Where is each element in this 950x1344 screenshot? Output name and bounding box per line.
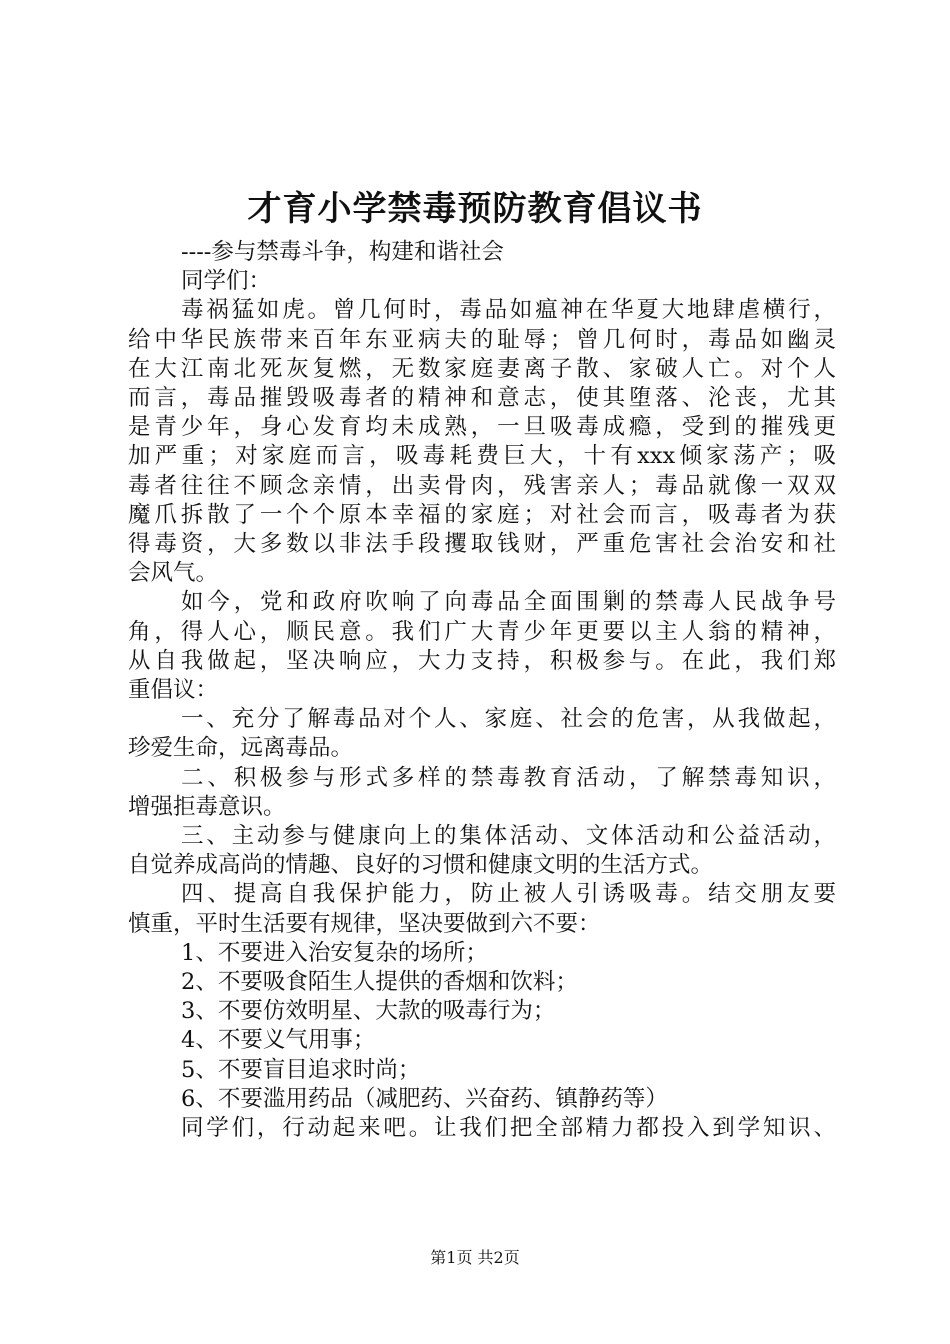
body-line: 角，得人心，顺民意。我们广大青少年更要以主人翁的精神， — [128, 618, 836, 645]
body-line: ----参与禁毒斗争，构建和谐社会 — [181, 239, 504, 265]
body-line: 加严重；对家庭而言，吸毒耗费巨大，十有xxx倾家荡产；吸 — [128, 443, 836, 470]
body-line: 1、不要进入治安复杂的场所； — [181, 939, 488, 966]
body-line: 从自我做起，坚决响应，大力支持，积极参与。在此，我们郑 — [128, 647, 836, 674]
page-footer: 第1页 共2页 — [430, 1248, 520, 1267]
document-title: 才育小学禁毒预防教育倡议书 — [247, 189, 703, 229]
body-line: 慎重，平时生活要有规律，坚决要做到六不要： — [128, 910, 601, 937]
body-line: 重倡议： — [128, 677, 219, 704]
document-body — [128, 238, 836, 1143]
body-line: 4、不要义气用事； — [181, 1027, 376, 1054]
body-line: 毒祸猛如虎。曾几何时，毒品如瘟神在华夏大地肆虐横行， — [181, 297, 836, 324]
body-line: 在大江南北死灰复燃，无数家庭妻离子散、家破人亡。对个人 — [128, 355, 836, 382]
body-line: 四、提高自我保护能力，防止被人引诱吸毒。结交朋友要 — [181, 881, 836, 908]
body-line: 珍爱生命，远离毒品。 — [128, 735, 354, 762]
body-line: 是青少年，身心发育均未成熟，一旦吸毒成瘾，受到的摧残更 — [128, 414, 836, 441]
body-line: 如今，党和政府吹响了向毒品全面围剿的禁毒人民战争号 — [181, 589, 836, 616]
body-line: 一、充分了解毒品对个人、家庭、社会的危害，从我做起， — [181, 706, 836, 733]
body-line: 而言，毒品摧毁吸毒者的精神和意志，使其堕落、沦丧，尤其 — [128, 385, 836, 412]
body-line: 同学们，行动起来吧。让我们把全部精力都投入到学知识、 — [181, 1115, 836, 1142]
body-line: 增强拒毒意识。 — [128, 793, 286, 820]
body-line: 给中华民族带来百年东亚病夫的耻辱；曾几何时，毒品如幽灵 — [128, 326, 836, 353]
body-line: 二、积极参与形式多样的禁毒教育活动，了解禁毒知识， — [181, 764, 836, 791]
body-line: 得毒资，大多数以非法手段攫取钱财，严重危害社会治安和社 — [128, 531, 836, 558]
body-line: 2、不要吸食陌生人提供的香烟和饮料； — [181, 969, 578, 996]
body-line: 三、主动参与健康向上的集体活动、文体活动和公益活动， — [181, 823, 836, 850]
body-line: 同学们： — [181, 268, 272, 295]
body-line: 5、不要盲目追求时尚； — [181, 1056, 421, 1083]
body-line: 会风气。 — [128, 560, 219, 587]
body-line: 自觉养成高尚的情趣、良好的习惯和健康文明的生活方式。 — [128, 852, 714, 879]
body-line: 6、不要滥用药品（减肥药、兴奋药、镇静药等） — [181, 1085, 668, 1112]
body-line: 3、不要仿效明星、大款的吸毒行为； — [181, 998, 556, 1025]
body-line: 毒者往往不顾念亲情，出卖骨肉，残害亲人；毒品就像一双双 — [128, 472, 836, 499]
body-line: 魔爪拆散了一个个原本幸福的家庭；对社会而言，吸毒者为获 — [128, 501, 836, 528]
